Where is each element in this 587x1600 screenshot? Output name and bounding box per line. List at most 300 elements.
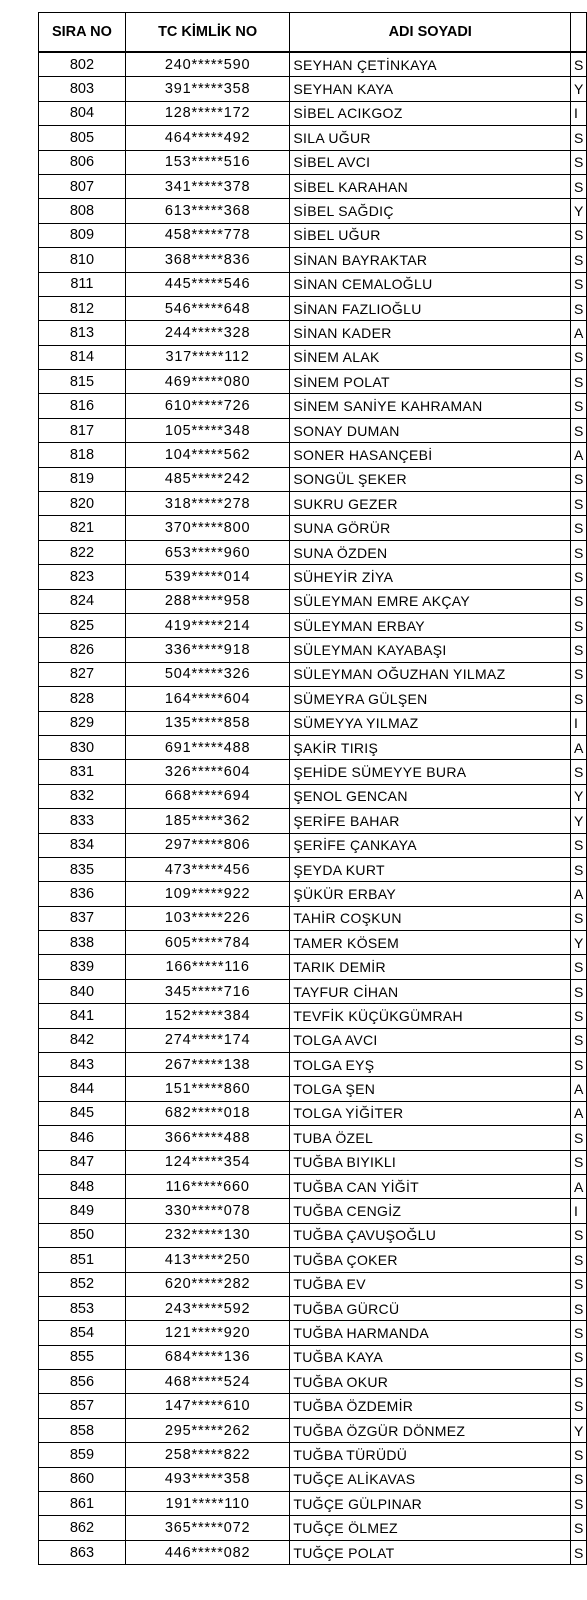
cell-adi-soyadi: SONAY DUMAN xyxy=(290,418,571,442)
cell-adi-soyadi: TUĞBA TÜRÜDÜ xyxy=(290,1443,571,1467)
cell-tc-kimlik-no: 504*****326 xyxy=(125,662,290,686)
cell-adi-soyadi: SILA UĞUR xyxy=(290,126,571,150)
cell-sira-no: 857 xyxy=(39,1394,126,1418)
cell-extra: Y xyxy=(570,199,586,223)
table-row xyxy=(39,199,587,223)
cell-sira-no: 825 xyxy=(39,613,126,637)
cell-extra: S xyxy=(570,906,586,930)
cell-tc-kimlik-no: 653*****960 xyxy=(125,540,290,564)
table-row xyxy=(39,101,587,125)
cell-adi-soyadi: ŞAKİR TIRIŞ xyxy=(290,735,571,759)
cell-sira-no: 863 xyxy=(39,1540,126,1564)
table-row xyxy=(39,1077,587,1101)
table-row xyxy=(39,223,587,247)
table-row xyxy=(39,1345,587,1369)
cell-extra: A xyxy=(570,735,586,759)
cell-extra: S xyxy=(570,662,586,686)
cell-adi-soyadi: TAYFUR CİHAN xyxy=(290,979,571,1003)
cell-adi-soyadi: SUNA ÖZDEN xyxy=(290,540,571,564)
cell-sira-no: 820 xyxy=(39,492,126,516)
cell-tc-kimlik-no: 341*****378 xyxy=(125,174,290,198)
cell-adi-soyadi: TUĞBA ÖZGÜR DÖNMEZ xyxy=(290,1418,571,1442)
cell-tc-kimlik-no: 267*****138 xyxy=(125,1053,290,1077)
cell-adi-soyadi: TUĞÇE POLAT xyxy=(290,1540,571,1564)
cell-tc-kimlik-no: 684*****136 xyxy=(125,1345,290,1369)
cell-sira-no: 809 xyxy=(39,223,126,247)
cell-adi-soyadi: TUBA ÖZEL xyxy=(290,1126,571,1150)
cell-sira-no: 836 xyxy=(39,882,126,906)
table-row xyxy=(39,1443,587,1467)
cell-tc-kimlik-no: 240*****590 xyxy=(125,52,290,77)
cell-extra: A xyxy=(570,1077,586,1101)
cell-sira-no: 844 xyxy=(39,1077,126,1101)
cell-tc-kimlik-no: 445*****546 xyxy=(125,272,290,296)
cell-extra: S xyxy=(570,1443,586,1467)
cell-adi-soyadi: SİNEM ALAK xyxy=(290,345,571,369)
table-row xyxy=(39,418,587,442)
table-row xyxy=(39,784,587,808)
cell-adi-soyadi: TOLGA EYŞ xyxy=(290,1053,571,1077)
cell-adi-soyadi: TUĞBA CAN YİĞİT xyxy=(290,1174,571,1198)
cell-sira-no: 839 xyxy=(39,955,126,979)
header-extra-column xyxy=(570,13,586,53)
cell-tc-kimlik-no: 109*****922 xyxy=(125,882,290,906)
cell-sira-no: 821 xyxy=(39,516,126,540)
cell-extra: S xyxy=(570,150,586,174)
cell-adi-soyadi: SİBEL AVCI xyxy=(290,150,571,174)
cell-extra: S xyxy=(570,467,586,491)
cell-adi-soyadi: TARIK DEMİR xyxy=(290,955,571,979)
cell-sira-no: 817 xyxy=(39,418,126,442)
cell-tc-kimlik-no: 243*****592 xyxy=(125,1296,290,1320)
table-row xyxy=(39,613,587,637)
table-row xyxy=(39,77,587,101)
table-row xyxy=(39,52,587,77)
cell-tc-kimlik-no: 539*****014 xyxy=(125,565,290,589)
cell-sira-no: 804 xyxy=(39,101,126,125)
cell-tc-kimlik-no: 295*****262 xyxy=(125,1418,290,1442)
cell-adi-soyadi: TUĞBA EV xyxy=(290,1272,571,1296)
cell-adi-soyadi: TUĞÇE ÖLMEZ xyxy=(290,1516,571,1540)
cell-extra: A xyxy=(570,1101,586,1125)
cell-tc-kimlik-no: 166*****116 xyxy=(125,955,290,979)
cell-tc-kimlik-no: 668*****694 xyxy=(125,784,290,808)
table-row xyxy=(39,687,587,711)
table-row xyxy=(39,492,587,516)
cell-tc-kimlik-no: 164*****604 xyxy=(125,687,290,711)
cell-sira-no: 826 xyxy=(39,638,126,662)
cell-sira-no: 842 xyxy=(39,1028,126,1052)
cell-extra: S xyxy=(570,1248,586,1272)
table-row xyxy=(39,1321,587,1345)
cell-sira-no: 827 xyxy=(39,662,126,686)
cell-tc-kimlik-no: 244*****328 xyxy=(125,321,290,345)
cell-tc-kimlik-no: 185*****362 xyxy=(125,809,290,833)
cell-extra: S xyxy=(570,1492,586,1516)
table-row xyxy=(39,589,587,613)
cell-tc-kimlik-no: 546*****648 xyxy=(125,296,290,320)
cell-extra: S xyxy=(570,979,586,1003)
cell-extra: S xyxy=(570,492,586,516)
cell-extra: S xyxy=(570,1345,586,1369)
cell-adi-soyadi: TAHİR COŞKUN xyxy=(290,906,571,930)
cell-tc-kimlik-no: 152*****384 xyxy=(125,1004,290,1028)
cell-adi-soyadi: SİNAN KADER xyxy=(290,321,571,345)
cell-sira-no: 823 xyxy=(39,565,126,589)
cell-sira-no: 853 xyxy=(39,1296,126,1320)
cell-sira-no: 855 xyxy=(39,1345,126,1369)
cell-adi-soyadi: SÜLEYMAN EMRE AKÇAY xyxy=(290,589,571,613)
cell-adi-soyadi: TUĞÇE GÜLPINAR xyxy=(290,1492,571,1516)
cell-tc-kimlik-no: 121*****920 xyxy=(125,1321,290,1345)
table-row xyxy=(39,638,587,662)
cell-sira-no: 813 xyxy=(39,321,126,345)
cell-extra: Y xyxy=(570,809,586,833)
table-row xyxy=(39,1370,587,1394)
table-row xyxy=(39,833,587,857)
cell-tc-kimlik-no: 153*****516 xyxy=(125,150,290,174)
cell-tc-kimlik-no: 274*****174 xyxy=(125,1028,290,1052)
cell-tc-kimlik-no: 330*****078 xyxy=(125,1199,290,1223)
cell-extra: S xyxy=(570,370,586,394)
table-row xyxy=(39,321,587,345)
cell-adi-soyadi: SİNAN CEMALOĞLU xyxy=(290,272,571,296)
cell-adi-soyadi: ŞERİFE ÇANKAYA xyxy=(290,833,571,857)
records-table xyxy=(38,12,587,1565)
table-row xyxy=(39,711,587,735)
cell-tc-kimlik-no: 124*****354 xyxy=(125,1150,290,1174)
cell-extra: S xyxy=(570,760,586,784)
cell-extra: S xyxy=(570,565,586,589)
table-row xyxy=(39,662,587,686)
cell-sira-no: 851 xyxy=(39,1248,126,1272)
cell-adi-soyadi: ŞÜKÜR ERBAY xyxy=(290,882,571,906)
cell-sira-no: 834 xyxy=(39,833,126,857)
cell-sira-no: 811 xyxy=(39,272,126,296)
cell-tc-kimlik-no: 368*****836 xyxy=(125,248,290,272)
cell-extra: S xyxy=(570,272,586,296)
cell-tc-kimlik-no: 297*****806 xyxy=(125,833,290,857)
cell-extra: S xyxy=(570,1028,586,1052)
cell-extra: Y xyxy=(570,931,586,955)
cell-extra: S xyxy=(570,1053,586,1077)
cell-extra: S xyxy=(570,1126,586,1150)
cell-sira-no: 859 xyxy=(39,1443,126,1467)
cell-adi-soyadi: TUĞBA ÇOKER xyxy=(290,1248,571,1272)
table-row xyxy=(39,1516,587,1540)
table-row xyxy=(39,1394,587,1418)
cell-sira-no: 858 xyxy=(39,1418,126,1442)
cell-extra: S xyxy=(570,1321,586,1345)
cell-sira-no: 860 xyxy=(39,1467,126,1491)
cell-extra: S xyxy=(570,418,586,442)
cell-extra: S xyxy=(570,394,586,418)
cell-sira-no: 862 xyxy=(39,1516,126,1540)
table-row xyxy=(39,1223,587,1247)
cell-sira-no: 816 xyxy=(39,394,126,418)
cell-adi-soyadi: SİBEL UĞUR xyxy=(290,223,571,247)
cell-sira-no: 810 xyxy=(39,248,126,272)
cell-adi-soyadi: SUKRU GEZER xyxy=(290,492,571,516)
cell-sira-no: 808 xyxy=(39,199,126,223)
table-row xyxy=(39,1150,587,1174)
cell-adi-soyadi: SİBEL SAĞDIÇ xyxy=(290,199,571,223)
cell-adi-soyadi: SÜLEYMAN ERBAY xyxy=(290,613,571,637)
cell-extra: S xyxy=(570,955,586,979)
table-row xyxy=(39,857,587,881)
cell-tc-kimlik-no: 493*****358 xyxy=(125,1467,290,1491)
cell-adi-soyadi: TUĞBA GÜRCÜ xyxy=(290,1296,571,1320)
cell-tc-kimlik-no: 103*****226 xyxy=(125,906,290,930)
cell-sira-no: 814 xyxy=(39,345,126,369)
cell-adi-soyadi: TAMER KÖSEM xyxy=(290,931,571,955)
table-row xyxy=(39,272,587,296)
cell-adi-soyadi: SİNAN FAZLIOĞLU xyxy=(290,296,571,320)
cell-extra: S xyxy=(570,687,586,711)
cell-adi-soyadi: SİNEM POLAT xyxy=(290,370,571,394)
cell-tc-kimlik-no: 446*****082 xyxy=(125,1540,290,1564)
table-row xyxy=(39,394,587,418)
cell-adi-soyadi: TUĞBA ÇAVUŞOĞLU xyxy=(290,1223,571,1247)
cell-adi-soyadi: TUĞBA OKUR xyxy=(290,1370,571,1394)
cell-adi-soyadi: TUĞBA ÖZDEMİR xyxy=(290,1394,571,1418)
cell-adi-soyadi: SİNAN BAYRAKTAR xyxy=(290,248,571,272)
cell-extra: S xyxy=(570,1296,586,1320)
table-row xyxy=(39,1540,587,1564)
cell-tc-kimlik-no: 485*****242 xyxy=(125,467,290,491)
cell-tc-kimlik-no: 468*****524 xyxy=(125,1370,290,1394)
cell-extra: S xyxy=(570,540,586,564)
cell-adi-soyadi: SÜHEYİR ZİYA xyxy=(290,565,571,589)
cell-tc-kimlik-no: 682*****018 xyxy=(125,1101,290,1125)
table-row xyxy=(39,1418,587,1442)
table-row xyxy=(39,979,587,1003)
table-row xyxy=(39,1199,587,1223)
cell-adi-soyadi: TOLGA AVCI xyxy=(290,1028,571,1052)
table-row xyxy=(39,931,587,955)
cell-tc-kimlik-no: 104*****562 xyxy=(125,443,290,467)
table-row xyxy=(39,1004,587,1028)
cell-extra: I xyxy=(570,101,586,125)
cell-sira-no: 829 xyxy=(39,711,126,735)
cell-sira-no: 838 xyxy=(39,931,126,955)
table-row xyxy=(39,1492,587,1516)
cell-extra: S xyxy=(570,174,586,198)
cell-sira-no: 815 xyxy=(39,370,126,394)
cell-extra: I xyxy=(570,1199,586,1223)
cell-extra: S xyxy=(570,248,586,272)
cell-tc-kimlik-no: 605*****784 xyxy=(125,931,290,955)
cell-adi-soyadi: SONGÜL ŞEKER xyxy=(290,467,571,491)
cell-extra: S xyxy=(570,1516,586,1540)
cell-extra: A xyxy=(570,443,586,467)
cell-tc-kimlik-no: 336*****918 xyxy=(125,638,290,662)
cell-extra: S xyxy=(570,52,586,77)
cell-sira-no: 850 xyxy=(39,1223,126,1247)
cell-sira-no: 854 xyxy=(39,1321,126,1345)
cell-extra: S xyxy=(570,296,586,320)
cell-sira-no: 849 xyxy=(39,1199,126,1223)
cell-extra: Y xyxy=(570,784,586,808)
cell-tc-kimlik-no: 419*****214 xyxy=(125,613,290,637)
cell-extra: Y xyxy=(570,1418,586,1442)
cell-adi-soyadi: SEYHAN ÇETİNKAYA xyxy=(290,52,571,77)
cell-tc-kimlik-no: 105*****348 xyxy=(125,418,290,442)
cell-sira-no: 846 xyxy=(39,1126,126,1150)
cell-tc-kimlik-no: 191*****110 xyxy=(125,1492,290,1516)
cell-sira-no: 833 xyxy=(39,809,126,833)
table-row xyxy=(39,565,587,589)
table-row xyxy=(39,1272,587,1296)
cell-extra: A xyxy=(570,882,586,906)
table-row xyxy=(39,1248,587,1272)
cell-extra: S xyxy=(570,1540,586,1564)
cell-extra: A xyxy=(570,1174,586,1198)
cell-extra: A xyxy=(570,321,586,345)
cell-adi-soyadi: TUĞBA KAYA xyxy=(290,1345,571,1369)
cell-adi-soyadi: TOLGA ŞEN xyxy=(290,1077,571,1101)
cell-sira-no: 803 xyxy=(39,77,126,101)
cell-sira-no: 828 xyxy=(39,687,126,711)
cell-adi-soyadi: TUĞÇE ALİKAVAS xyxy=(290,1467,571,1491)
table-row xyxy=(39,150,587,174)
cell-tc-kimlik-no: 413*****250 xyxy=(125,1248,290,1272)
cell-adi-soyadi: SEYHAN KAYA xyxy=(290,77,571,101)
cell-sira-no: 835 xyxy=(39,857,126,881)
cell-tc-kimlik-no: 318*****278 xyxy=(125,492,290,516)
table-row xyxy=(39,809,587,833)
table-row xyxy=(39,126,587,150)
table-row xyxy=(39,1467,587,1491)
cell-tc-kimlik-no: 326*****604 xyxy=(125,760,290,784)
table-row xyxy=(39,1126,587,1150)
cell-extra: S xyxy=(570,589,586,613)
cell-tc-kimlik-no: 458*****778 xyxy=(125,223,290,247)
cell-sira-no: 841 xyxy=(39,1004,126,1028)
cell-tc-kimlik-no: 691*****488 xyxy=(125,735,290,759)
cell-sira-no: 856 xyxy=(39,1370,126,1394)
cell-sira-no: 831 xyxy=(39,760,126,784)
cell-extra: I xyxy=(570,711,586,735)
header-sira-no: SIRA NO xyxy=(39,13,126,53)
cell-sira-no: 818 xyxy=(39,443,126,467)
cell-tc-kimlik-no: 469*****080 xyxy=(125,370,290,394)
table-row xyxy=(39,1028,587,1052)
cell-sira-no: 861 xyxy=(39,1492,126,1516)
cell-tc-kimlik-no: 147*****610 xyxy=(125,1394,290,1418)
cell-sira-no: 802 xyxy=(39,52,126,77)
cell-adi-soyadi: SÜMEYRA GÜLŞEN xyxy=(290,687,571,711)
cell-extra: S xyxy=(570,833,586,857)
cell-tc-kimlik-no: 116*****660 xyxy=(125,1174,290,1198)
table-row xyxy=(39,443,587,467)
cell-tc-kimlik-no: 613*****368 xyxy=(125,199,290,223)
table-row xyxy=(39,955,587,979)
cell-tc-kimlik-no: 473*****456 xyxy=(125,857,290,881)
table-row xyxy=(39,174,587,198)
cell-sira-no: 852 xyxy=(39,1272,126,1296)
header-tc-kimlik-no: TC KİMLİK NO xyxy=(125,13,290,53)
table-row xyxy=(39,1174,587,1198)
table-row xyxy=(39,882,587,906)
table-row xyxy=(39,1296,587,1320)
cell-adi-soyadi: SÜMEYYA YILMAZ xyxy=(290,711,571,735)
table-row xyxy=(39,467,587,491)
cell-sira-no: 807 xyxy=(39,174,126,198)
cell-sira-no: 845 xyxy=(39,1101,126,1125)
cell-tc-kimlik-no: 258*****822 xyxy=(125,1443,290,1467)
cell-adi-soyadi: SİBEL KARAHAN xyxy=(290,174,571,198)
cell-adi-soyadi: SİBEL ACIKGOZ xyxy=(290,101,571,125)
cell-adi-soyadi: SÜLEYMAN OĞUZHAN YILMAZ xyxy=(290,662,571,686)
cell-tc-kimlik-no: 370*****800 xyxy=(125,516,290,540)
cell-adi-soyadi: ŞEHİDE SÜMEYYE BURA xyxy=(290,760,571,784)
cell-extra: S xyxy=(570,638,586,662)
cell-tc-kimlik-no: 232*****130 xyxy=(125,1223,290,1247)
table-row xyxy=(39,296,587,320)
table-row xyxy=(39,1053,587,1077)
cell-tc-kimlik-no: 391*****358 xyxy=(125,77,290,101)
cell-sira-no: 848 xyxy=(39,1174,126,1198)
cell-extra: S xyxy=(570,345,586,369)
table-row xyxy=(39,540,587,564)
cell-sira-no: 822 xyxy=(39,540,126,564)
cell-adi-soyadi: TOLGA YİĞİTER xyxy=(290,1101,571,1125)
cell-extra: Y xyxy=(570,77,586,101)
cell-adi-soyadi: SÜLEYMAN KAYABAŞI xyxy=(290,638,571,662)
cell-tc-kimlik-no: 317*****112 xyxy=(125,345,290,369)
cell-extra: S xyxy=(570,613,586,637)
cell-sira-no: 812 xyxy=(39,296,126,320)
cell-extra: S xyxy=(570,516,586,540)
table-row xyxy=(39,516,587,540)
table-header-row xyxy=(39,13,587,53)
cell-extra: S xyxy=(570,1370,586,1394)
cell-adi-soyadi: TEVFİK KÜÇÜKGÜMRAH xyxy=(290,1004,571,1028)
cell-tc-kimlik-no: 620*****282 xyxy=(125,1272,290,1296)
cell-tc-kimlik-no: 345*****716 xyxy=(125,979,290,1003)
cell-sira-no: 847 xyxy=(39,1150,126,1174)
cell-tc-kimlik-no: 365*****072 xyxy=(125,1516,290,1540)
cell-adi-soyadi: ŞEYDA KURT xyxy=(290,857,571,881)
cell-tc-kimlik-no: 610*****726 xyxy=(125,394,290,418)
cell-adi-soyadi: ŞERİFE BAHAR xyxy=(290,809,571,833)
cell-sira-no: 824 xyxy=(39,589,126,613)
cell-extra: S xyxy=(570,1004,586,1028)
cell-sira-no: 806 xyxy=(39,150,126,174)
cell-extra: S xyxy=(570,1272,586,1296)
cell-extra: S xyxy=(570,223,586,247)
header-adi-soyadi: ADI SOYADI xyxy=(290,13,571,53)
table-row xyxy=(39,760,587,784)
cell-tc-kimlik-no: 464*****492 xyxy=(125,126,290,150)
cell-adi-soyadi: TUĞBA BIYIKLI xyxy=(290,1150,571,1174)
cell-extra: S xyxy=(570,1394,586,1418)
table-row xyxy=(39,370,587,394)
cell-tc-kimlik-no: 366*****488 xyxy=(125,1126,290,1150)
cell-adi-soyadi: TUĞBA CENGİZ xyxy=(290,1199,571,1223)
cell-adi-soyadi: ŞENOL GENCAN xyxy=(290,784,571,808)
table-row xyxy=(39,248,587,272)
cell-sira-no: 805 xyxy=(39,126,126,150)
cell-adi-soyadi: SONER HASANÇEBİ xyxy=(290,443,571,467)
cell-tc-kimlik-no: 128*****172 xyxy=(125,101,290,125)
cell-sira-no: 837 xyxy=(39,906,126,930)
cell-sira-no: 832 xyxy=(39,784,126,808)
table-row xyxy=(39,906,587,930)
cell-extra: S xyxy=(570,857,586,881)
cell-extra: S xyxy=(570,1223,586,1247)
